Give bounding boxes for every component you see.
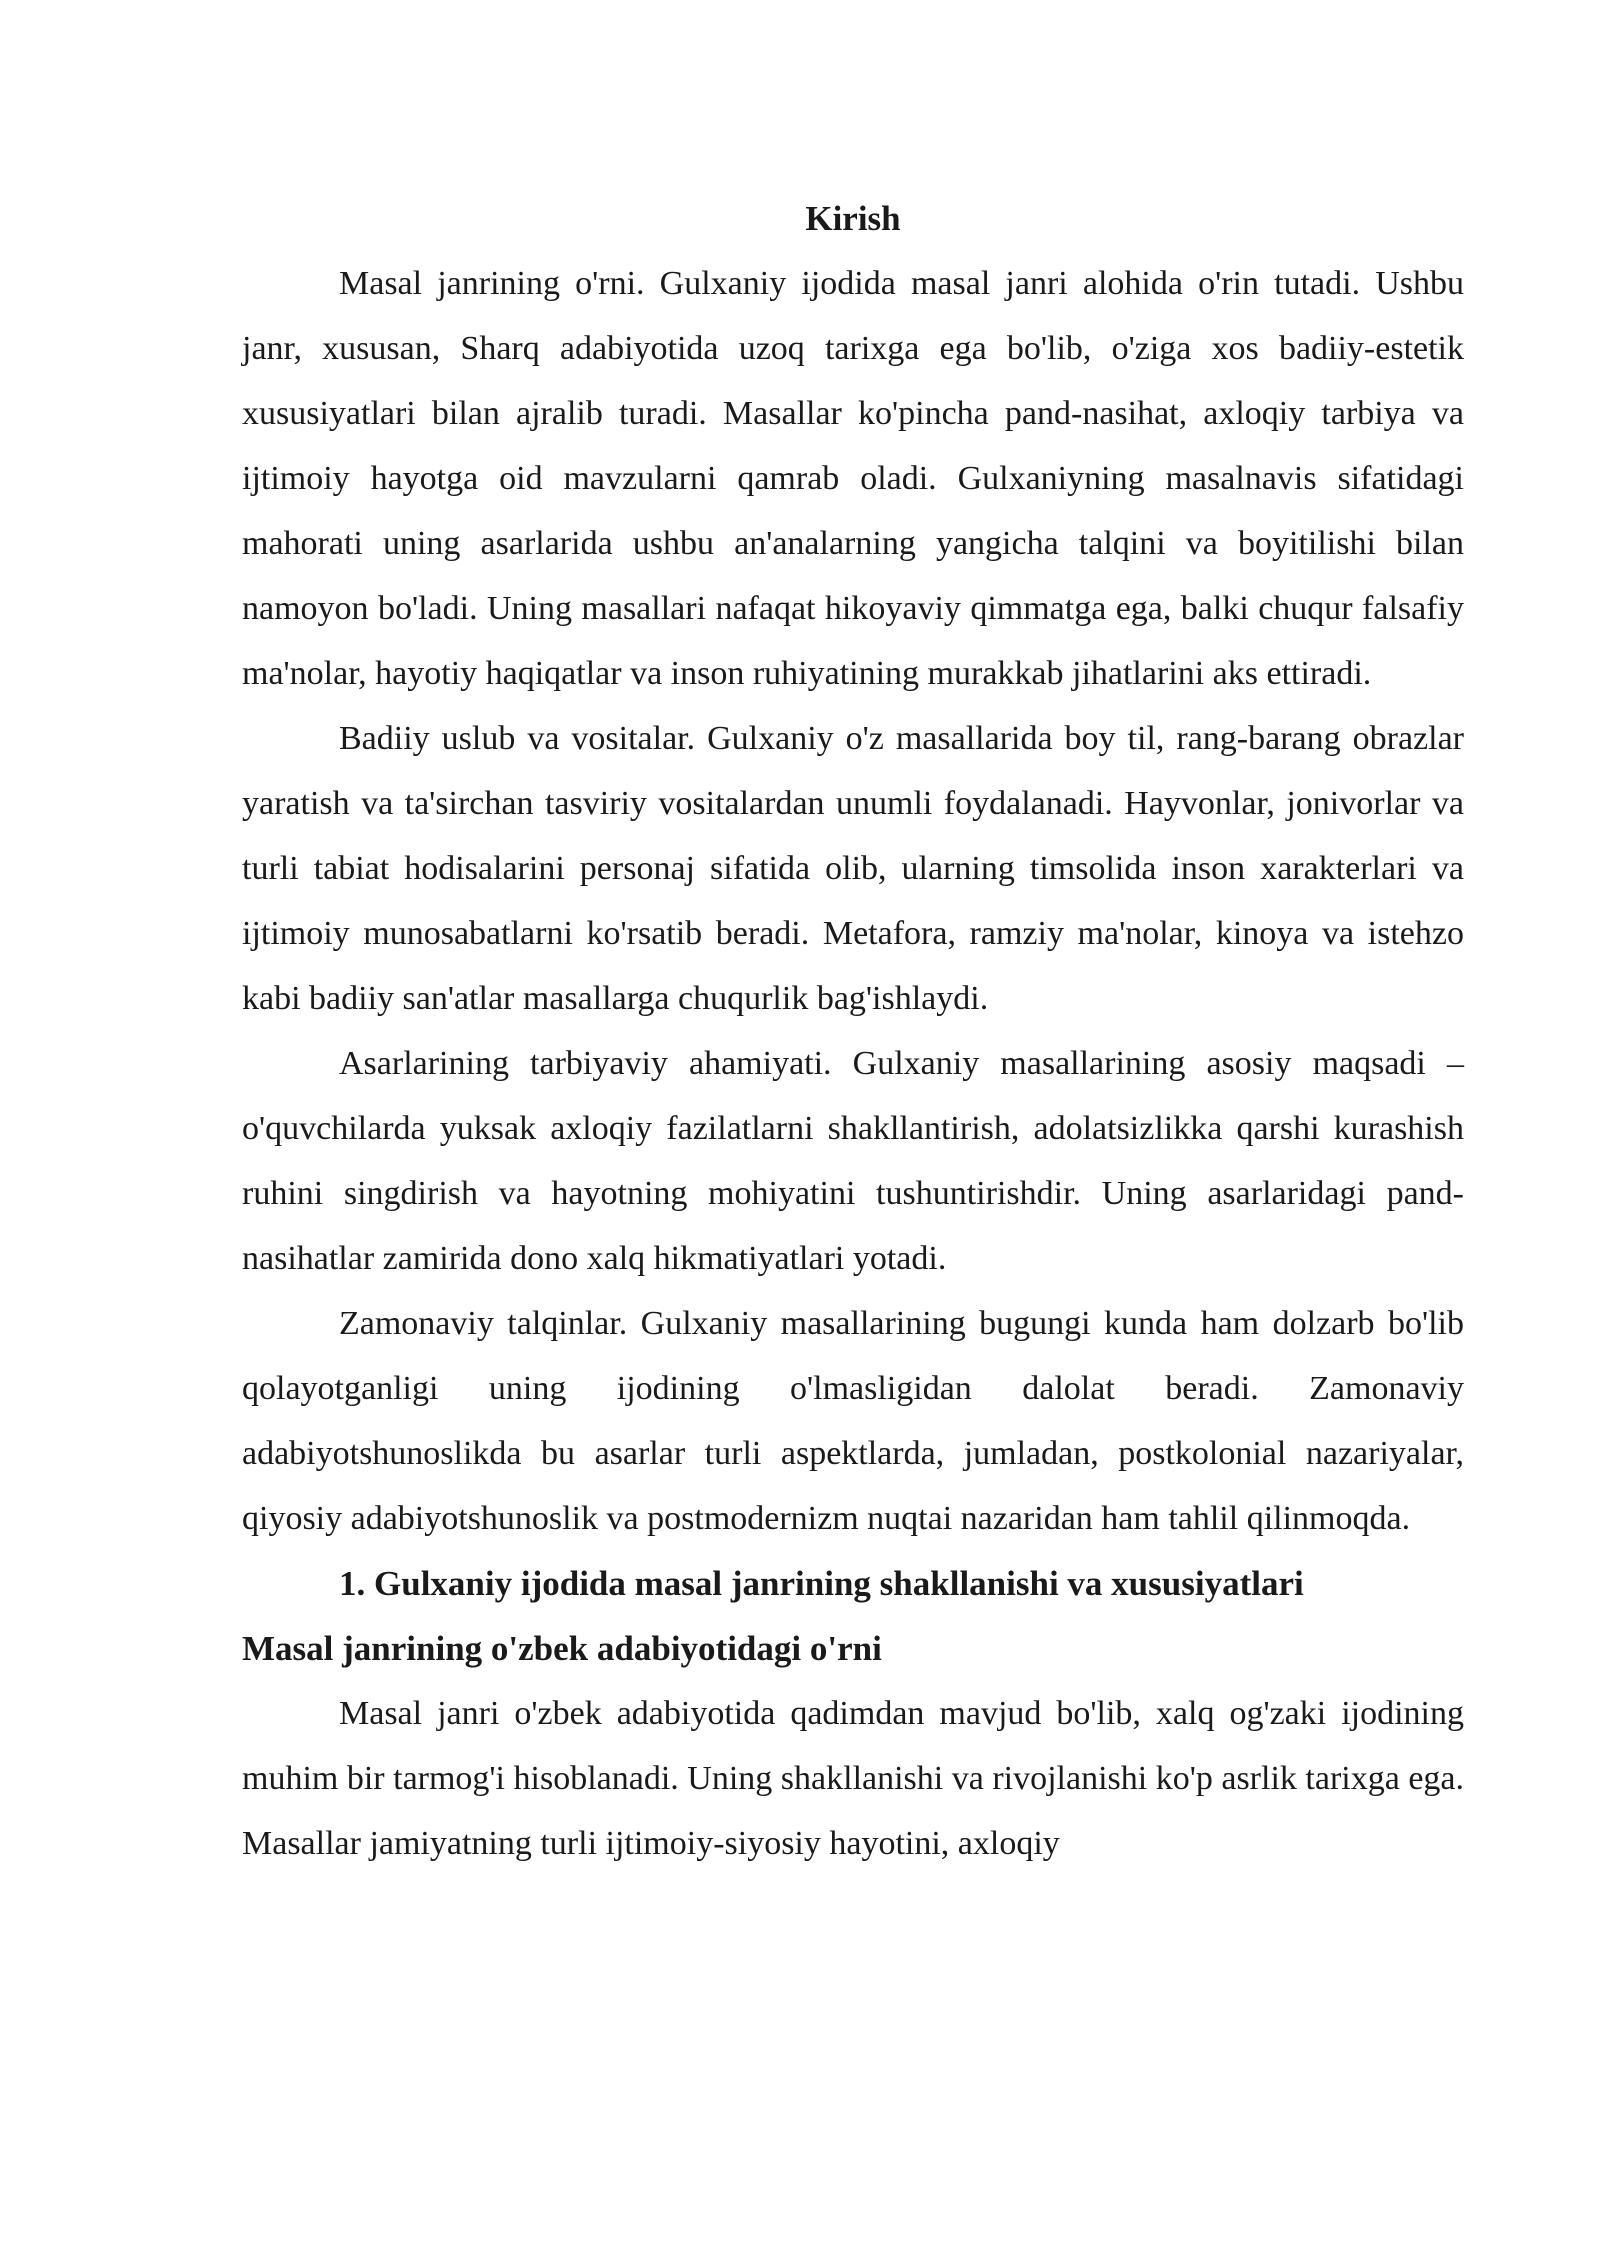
intro-paragraph-modern: Zamonaviy talqinlar. Gulxaniy masallarining bugungi kunda ham dolzarb bo'lib qolayotganligi uning ijodining o'lmasligidan dalolat beradi. Zamonaviy adabiyotshunoslikda bu asarlar turli aspektlarda, jumladan, postkolonial nazariyalar, qiyosiy adabiyotshunoslik va postmodernizm nuqtai nazaridan ham tahlil qilinmoqda. (242, 1305, 1464, 1537)
section-paragraph: Masal janri o'zbek adabiyotida qadimdan mavjud bo'lib, xalq og'zaki ijodining muhim bir tarmog'i hisoblanadi. Uning shakllanishi va rivojlanishi ko'p asrlik tarixga ega. Masallar jamiyatning turli ijtimoiy-siyosiy hayotini, axloqiy (242, 1695, 1464, 1862)
document-page (242, 186, 1464, 1876)
document-title: Kirish (805, 199, 901, 238)
intro-paragraph-role: Masal janrining o'rni. Gulxaniy ijodida masal janri alohida o'rin tutadi. Ushbu janr, xususan, Sharq adabiyotida uzoq tarixga ega bo'lib, o'ziga xos badiiy-estetik xususiyatlari bilan ajralib turadi. Masallar ko'pincha pand-nasihat, axloqiy tarbiya va ijtimoiy hayotga oid mavzularni qamrab oladi. Gulxaniyning masalnavis sifatidagi mahorati uning asarlarida ushbu an'analarning yangicha talqini va boyitilishi bilan namoyon bo'ladi. Uning masallari nafaqat hikoyaviy qimmatga ega, balki chuqur falsafiy ma'nolar, hayotiy haqiqatlar va inson ruhiyatining murakkab jihatlarini aks ettiradi. (242, 265, 1464, 692)
intro-paragraph-style: Badiiy uslub va vositalar. Gulxaniy o'z masallarida boy til, rang-barang obrazlar yaratish va ta'sirchan tasviriy vositalardan unumli foydalanadi. Hayvonlar, jonivorlar va turli tabiat hodisalarini personaj sifatida olib, ularning timsolida inson xarakterlari va ijtimoiy munosabatlarni ko'rsatib beradi. Metafora, ramziy ma'nolar, kinoya va istehzo kabi badiiy san'atlar masallarga chuqurlik bag'ishlaydi. (242, 720, 1464, 1017)
sub-heading: Masal janrining o'zbek adabiyotidagi o'rni (242, 1629, 882, 1668)
section-heading: 1. Gulxaniy ijodida masal janrining shakllanishi va xususiyatlari (339, 1564, 1304, 1603)
intro-paragraph-educational: Asarlarining tarbiyaviy ahamiyati. Gulxaniy masallarining asosiy maqsadi – o'quvchilarda yuksak axloqiy fazilatlarni shakllantirish, adolatsizlikka qarshi kurashish ruhini singdirish va hayotning mohiyatini tushuntirishdir. Uning asarlaridagi pand-nasihatlar zamirida dono xalq hikmatiyatlari yotadi. (242, 1045, 1464, 1277)
